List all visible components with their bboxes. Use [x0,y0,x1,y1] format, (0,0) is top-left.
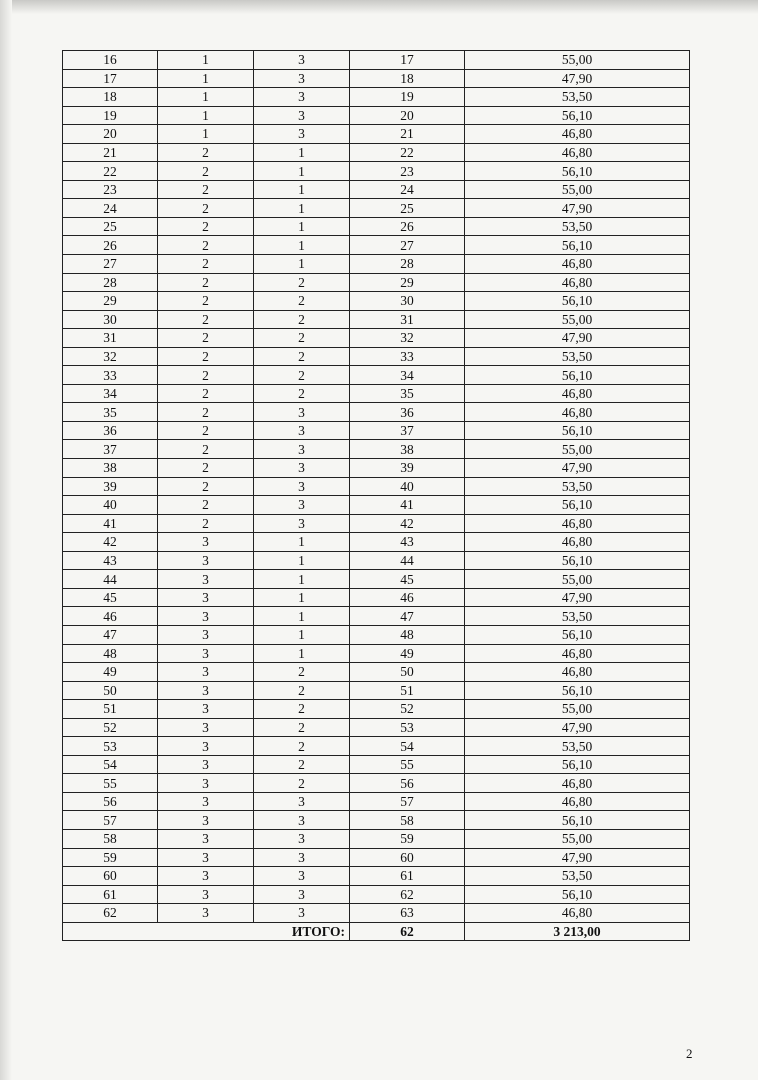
table-cell: 3 [254,125,350,144]
table-cell: 2 [158,236,254,255]
table-cell: 1 [254,644,350,663]
table-row [63,792,690,811]
table-cell: 24 [350,180,465,199]
table-cell: 47,90 [465,69,690,88]
table-row [63,755,690,774]
table-cell: 1 [254,607,350,626]
table-cell: 53,50 [465,88,690,107]
table-cell: 2 [158,477,254,496]
table-cell: 2 [158,440,254,459]
table-cell: 29 [350,273,465,292]
table-cell: 50 [63,681,158,700]
table-row [63,607,690,626]
table-cell: 18 [350,69,465,88]
table-cell: 3 [254,496,350,515]
table-cell: 62 [350,885,465,904]
table-cell: 24 [63,199,158,218]
table-row [63,885,690,904]
table-cell: 53,50 [465,347,690,366]
table-cell: 40 [350,477,465,496]
table-cell: 55,00 [465,570,690,589]
table-cell: 46,80 [465,533,690,552]
scan-edge-shadow-left [0,0,12,1080]
table-row [63,459,690,478]
table-cell: 25 [63,217,158,236]
table-cell: 2 [254,774,350,793]
table-row [63,718,690,737]
table-row [63,384,690,403]
table-cell: 3 [254,421,350,440]
table-row [63,329,690,348]
table-cell: 50 [350,663,465,682]
table-cell: 2 [254,329,350,348]
table-cell: 35 [350,384,465,403]
table-cell: 3 [254,106,350,125]
table-cell: 3 [158,570,254,589]
table-cell: 1 [254,255,350,274]
table-cell: 32 [63,347,158,366]
table-cell: 2 [254,366,350,385]
table-cell: 3 [158,904,254,923]
table-cell: 47,90 [465,199,690,218]
table-cell: 55,00 [465,829,690,848]
table-cell: 3 [158,718,254,737]
table-cell: 2 [158,496,254,515]
table-row [63,162,690,181]
table-cell: 22 [63,162,158,181]
table-cell: 3 [158,625,254,644]
table-cell: 53 [350,718,465,737]
table-row [63,644,690,663]
table-cell: 2 [158,292,254,311]
page-number: 2 [686,1046,693,1061]
table-cell: 1 [254,533,350,552]
table-cell: 3 [158,885,254,904]
table-cell: 3 [158,792,254,811]
table-cell: 1 [254,162,350,181]
table-cell: 20 [63,125,158,144]
table-cell: 2 [254,700,350,719]
table-cell: 41 [63,514,158,533]
table-cell: 46,80 [465,792,690,811]
table-cell: 62 [63,904,158,923]
table-cell: 3 [254,904,350,923]
table-cell: 2 [254,347,350,366]
scan-edge-shadow [0,0,758,14]
table-cell: 3 [254,829,350,848]
table-cell: 3 [254,403,350,422]
table-cell: 3 [158,607,254,626]
table-cell: 56 [63,792,158,811]
table-cell: 3 [254,885,350,904]
table-cell: 42 [63,533,158,552]
table-cell: 39 [350,459,465,478]
table-cell: 56,10 [465,292,690,311]
table-cell: 54 [350,737,465,756]
table-cell: 30 [63,310,158,329]
table-cell: 56,10 [465,421,690,440]
table-cell: 1 [254,570,350,589]
table-cell: 53,50 [465,607,690,626]
table-cell: 60 [63,867,158,886]
table-cell: 3 [158,663,254,682]
table-cell: 1 [158,125,254,144]
apartments-table [62,50,690,941]
table-cell: 46,80 [465,125,690,144]
table-row [63,180,690,199]
table-cell: 3 [158,829,254,848]
total-label: ИТОГО: [63,922,350,941]
table-cell: 3 [254,811,350,830]
table-cell: 47 [350,607,465,626]
total-row [63,922,690,941]
table-cell: 2 [254,273,350,292]
table-cell: 2 [158,310,254,329]
table-row [63,236,690,255]
table-cell: 47,90 [465,718,690,737]
table-row [63,681,690,700]
table-row [63,811,690,830]
table-cell: 1 [158,106,254,125]
table-row [63,106,690,125]
table-cell: 55,00 [465,440,690,459]
table-cell: 19 [350,88,465,107]
table-cell: 2 [158,143,254,162]
table-cell: 46,80 [465,273,690,292]
table-cell: 46,80 [465,514,690,533]
table-cell: 56,10 [465,625,690,644]
table-row [63,496,690,515]
table-row [63,440,690,459]
table-cell: 55 [63,774,158,793]
table-cell: 2 [158,459,254,478]
table-cell: 2 [254,292,350,311]
table-cell: 28 [63,273,158,292]
table-cell: 55,00 [465,180,690,199]
table-row [63,904,690,923]
table-cell: 48 [350,625,465,644]
table-cell: 46,80 [465,663,690,682]
table-cell: 2 [254,384,350,403]
table-cell: 58 [350,811,465,830]
table-cell: 3 [254,514,350,533]
table-cell: 56,10 [465,681,690,700]
table-body [63,51,690,941]
table-cell: 52 [63,718,158,737]
table-cell: 2 [254,310,350,329]
table-cell: 1 [254,625,350,644]
table-cell: 3 [254,848,350,867]
table-cell: 46 [63,607,158,626]
table-row [63,403,690,422]
table-cell: 34 [63,384,158,403]
table-cell: 46,80 [465,384,690,403]
table-row [63,273,690,292]
table-cell: 3 [158,588,254,607]
table-cell: 47,90 [465,848,690,867]
table-cell: 2 [158,366,254,385]
table-cell: 56,10 [465,885,690,904]
table-cell: 25 [350,199,465,218]
table-cell: 3 [254,88,350,107]
table-cell: 3 [158,811,254,830]
table-row [63,88,690,107]
table-cell: 1 [254,236,350,255]
table-row [63,310,690,329]
table-cell: 56,10 [465,811,690,830]
table-cell: 44 [63,570,158,589]
table-cell: 21 [350,125,465,144]
table-cell: 54 [63,755,158,774]
table-cell: 30 [350,292,465,311]
table-cell: 1 [254,143,350,162]
table-cell: 47,90 [465,329,690,348]
table-cell: 3 [254,69,350,88]
table-cell: 38 [63,459,158,478]
table-cell: 23 [63,180,158,199]
table-cell: 2 [158,329,254,348]
table-cell: 3 [254,867,350,886]
table-cell: 56,10 [465,551,690,570]
table-cell: 56 [350,774,465,793]
table-cell: 59 [63,848,158,867]
table-cell: 2 [254,718,350,737]
table-cell: 1 [254,180,350,199]
table-cell: 45 [63,588,158,607]
table-cell: 52 [350,700,465,719]
table-row [63,625,690,644]
table-cell: 2 [254,681,350,700]
table-cell: 48 [63,644,158,663]
table-cell: 47 [63,625,158,644]
table-cell: 2 [158,180,254,199]
table-row [63,347,690,366]
table-row [63,217,690,236]
table-cell: 22 [350,143,465,162]
table-row [63,663,690,682]
table-row [63,51,690,70]
table-row [63,421,690,440]
table-cell: 3 [158,551,254,570]
table-cell: 58 [63,829,158,848]
table-cell: 46 [350,588,465,607]
table-cell: 3 [254,51,350,70]
table-cell: 37 [63,440,158,459]
table-cell: 2 [158,403,254,422]
table-cell: 57 [63,811,158,830]
total-count: 62 [350,922,465,941]
table-row [63,737,690,756]
table-cell: 37 [350,421,465,440]
table-cell: 2 [158,421,254,440]
table-cell: 42 [350,514,465,533]
table-cell: 29 [63,292,158,311]
table-cell: 28 [350,255,465,274]
table-cell: 3 [158,755,254,774]
table-cell: 3 [158,700,254,719]
table-cell: 3 [254,440,350,459]
table-cell: 27 [63,255,158,274]
table-cell: 46,80 [465,774,690,793]
table-cell: 33 [63,366,158,385]
table-cell: 2 [158,162,254,181]
table-cell: 55,00 [465,310,690,329]
table-cell: 55,00 [465,700,690,719]
table-cell: 3 [158,867,254,886]
table-cell: 49 [63,663,158,682]
table-row [63,570,690,589]
table-row [63,533,690,552]
table-cell: 51 [63,700,158,719]
table-row [63,700,690,719]
table-cell: 21 [63,143,158,162]
table-cell: 43 [63,551,158,570]
table-cell: 53 [63,737,158,756]
table-cell: 33 [350,347,465,366]
table-cell: 2 [158,384,254,403]
table-cell: 46,80 [465,143,690,162]
table-cell: 56,10 [465,236,690,255]
table-cell: 1 [254,588,350,607]
table-cell: 3 [158,681,254,700]
table-cell: 3 [158,533,254,552]
table-row [63,292,690,311]
table-row [63,477,690,496]
table-cell: 3 [254,792,350,811]
table-cell: 40 [63,496,158,515]
table-row [63,848,690,867]
table-cell: 46,80 [465,904,690,923]
table-cell: 56,10 [465,106,690,125]
table-row [63,867,690,886]
table-cell: 56,10 [465,755,690,774]
table-cell: 1 [158,69,254,88]
table-cell: 53,50 [465,217,690,236]
table-cell: 63 [350,904,465,923]
table-cell: 2 [254,663,350,682]
table-cell: 2 [158,217,254,236]
table-cell: 34 [350,366,465,385]
table-cell: 36 [350,403,465,422]
table-cell: 53,50 [465,737,690,756]
table-cell: 59 [350,829,465,848]
table-cell: 2 [158,347,254,366]
table-cell: 51 [350,681,465,700]
table-cell: 44 [350,551,465,570]
table-row [63,551,690,570]
table-row [63,69,690,88]
table-row [63,774,690,793]
table-cell: 55 [350,755,465,774]
table-cell: 3 [254,459,350,478]
table-cell: 45 [350,570,465,589]
table-cell: 61 [350,867,465,886]
table-cell: 61 [63,885,158,904]
table-cell: 3 [158,774,254,793]
table-cell: 16 [63,51,158,70]
table-cell: 53,50 [465,867,690,886]
table-cell: 19 [63,106,158,125]
table-cell: 36 [63,421,158,440]
table-row [63,143,690,162]
table-cell: 3 [254,477,350,496]
table-cell: 43 [350,533,465,552]
table-row [63,125,690,144]
table-row [63,588,690,607]
table-row [63,514,690,533]
table-cell: 2 [158,255,254,274]
table-cell: 39 [63,477,158,496]
table-cell: 46,80 [465,403,690,422]
table-cell: 26 [63,236,158,255]
table-cell: 3 [158,848,254,867]
table-row [63,829,690,848]
table-cell: 46,80 [465,255,690,274]
table-cell: 57 [350,792,465,811]
table-cell: 2 [254,737,350,756]
table-cell: 17 [63,69,158,88]
table-cell: 18 [63,88,158,107]
table-cell: 1 [254,199,350,218]
table-cell: 56,10 [465,162,690,181]
table-cell: 2 [158,514,254,533]
table-cell: 41 [350,496,465,515]
table-cell: 53,50 [465,477,690,496]
table-cell: 38 [350,440,465,459]
table-cell: 27 [350,236,465,255]
table-row [63,255,690,274]
table-row [63,366,690,385]
table-cell: 60 [350,848,465,867]
table-cell: 31 [350,310,465,329]
table-cell: 31 [63,329,158,348]
table-cell: 1 [254,217,350,236]
table-cell: 35 [63,403,158,422]
table-cell: 23 [350,162,465,181]
table-cell: 26 [350,217,465,236]
table-cell: 20 [350,106,465,125]
total-sum: 3 213,00 [465,922,690,941]
table-cell: 1 [158,88,254,107]
table-cell: 17 [350,51,465,70]
table-cell: 1 [254,551,350,570]
table-cell: 2 [158,199,254,218]
table-cell: 2 [254,755,350,774]
table-cell: 1 [158,51,254,70]
table-cell: 49 [350,644,465,663]
table-cell: 56,10 [465,496,690,515]
table-cell: 47,90 [465,459,690,478]
table-cell: 2 [158,273,254,292]
table-cell: 3 [158,737,254,756]
table-cell: 46,80 [465,644,690,663]
table-cell: 32 [350,329,465,348]
table-cell: 56,10 [465,366,690,385]
table-row [63,199,690,218]
table-cell: 47,90 [465,588,690,607]
table-cell: 3 [158,644,254,663]
table-cell: 55,00 [465,51,690,70]
